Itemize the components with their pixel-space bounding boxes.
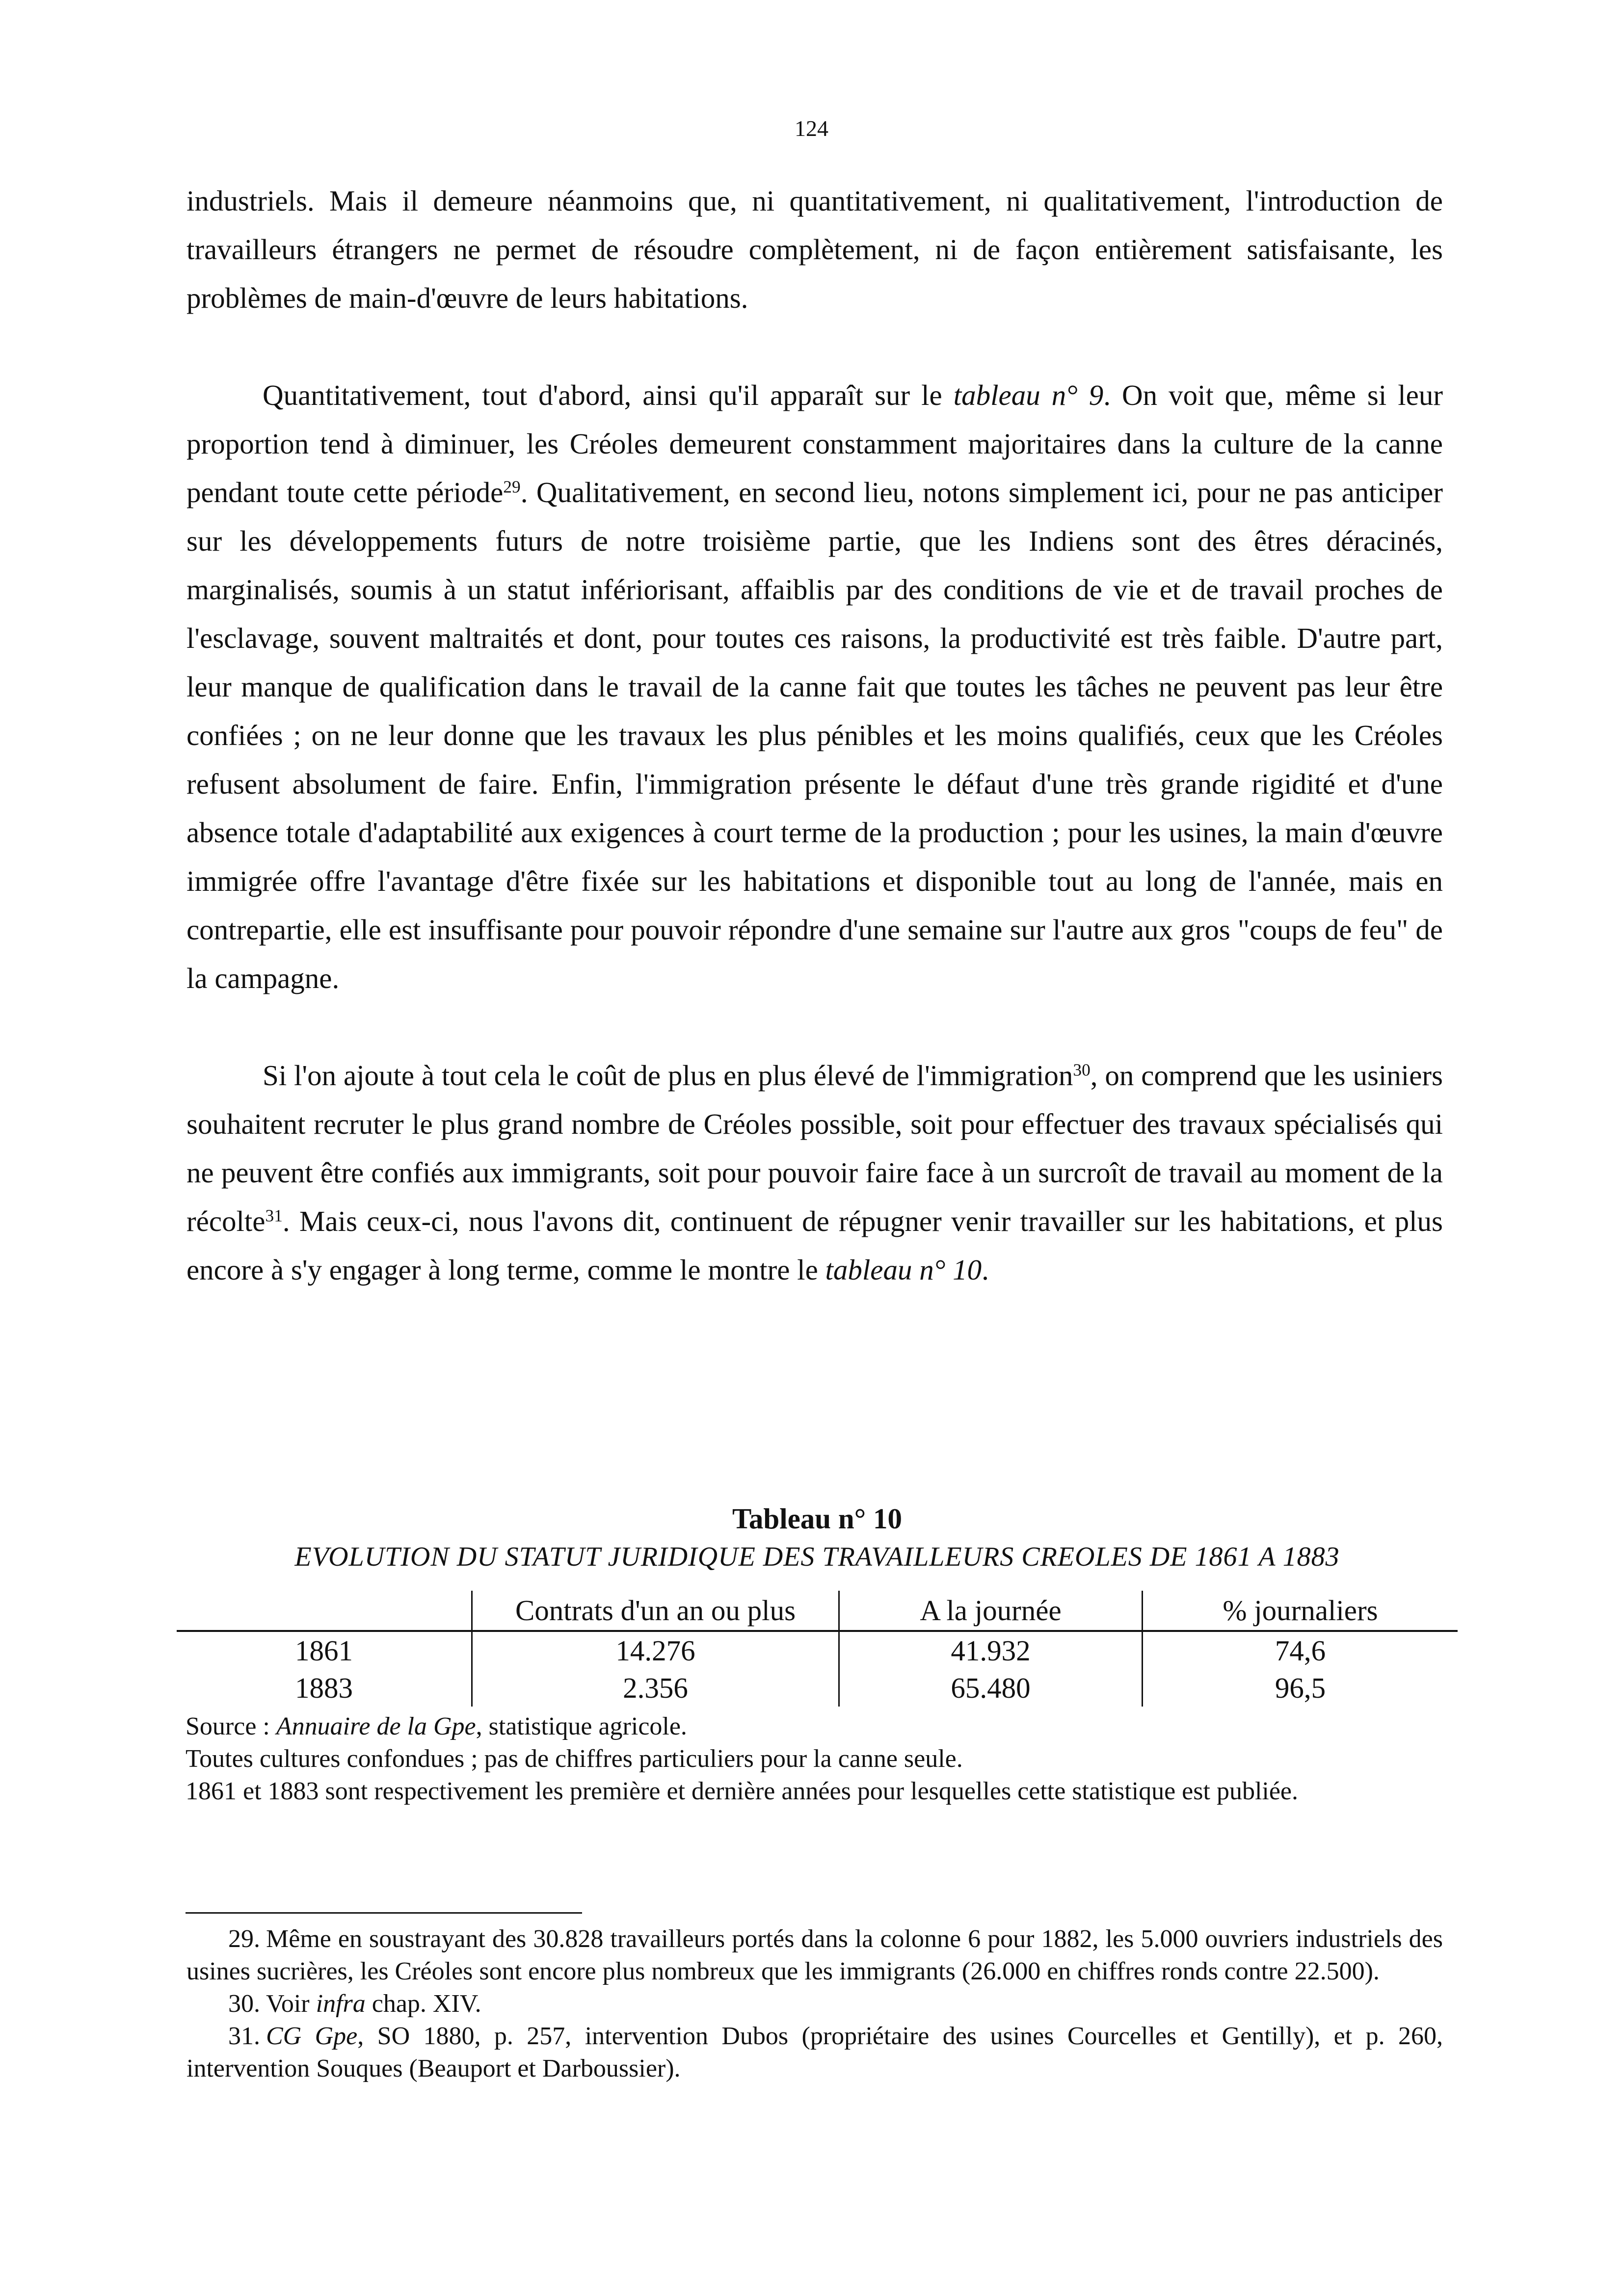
header-year <box>177 1591 472 1631</box>
footnote-ref-31: 31 <box>265 1205 283 1226</box>
paragraph-2-text-c: . On voit que, même si leur proportion tend à diminuer, les Créoles demeurent constamment majoritaires dans la culture de la canne pendant toute cette période <box>186 379 1443 508</box>
cell-contrats: 2.356 <box>472 1669 839 1707</box>
table-note-1: Toutes cultures confondues ; pas de chiffres particuliers pour la canne seule. <box>186 1745 963 1773</box>
table-9-reference: tableau n° 9 <box>953 379 1104 411</box>
table-row <box>177 1631 1458 1669</box>
footnote-ref-30: 30 <box>1073 1060 1091 1080</box>
paragraph-3 <box>186 1051 1443 1294</box>
paragraph-3-text-e: . Mais ceux-ci, nous l'avons dit, continuent de répugner venir travailler sur les habitations, et plus encore à s'y engager à long terme, comme le montre le <box>186 1205 1443 1286</box>
header-pct: % journaliers <box>1143 1591 1458 1631</box>
paragraph-2 <box>186 371 1443 1003</box>
table-10-reference: tableau n° 10 <box>825 1254 982 1286</box>
footnotes <box>186 1923 1443 2085</box>
cell-pct: 96,5 <box>1143 1669 1458 1707</box>
cell-pct: 74,6 <box>1143 1631 1458 1669</box>
footnote-number: 30. <box>228 1990 260 2018</box>
data-table <box>177 1591 1458 1707</box>
body-text <box>186 177 1443 1294</box>
table-header-row <box>177 1591 1458 1631</box>
paragraph-2-text-e: . Qualitativement, en second lieu, notons simplement ici, pour ne pas anticiper sur les développements futurs de notre troisième partie, que les Indiens sont des êtres déracinés, marginalisés, soumis à un statut infériorisant, affaiblis par des conditions de vie et de travail proches de l'esclavage, souvent maltraités et dont, pour toutes ces raisons, la productivité est très faible. D'autre part, leur manque de qualification dans le travail de la canne fait que toutes les tâches ne peuvent pas leur être confiées ; on ne leur donne que les travaux les plus pénibles et les moins qualifiés, ceux que les Créoles refusent absolument de faire. Enfin, l'immigration présente le défaut d'une très grande rigidité et d'une absence totale d'adaptabilité aux exigences à court terme de la production ; pour les usines, la main d'œuvre immigrée offre l'avantage d'être fixée sur les habitations et disponible tout au long de l'année, mais en contrepartie, elle est insuffisante pour pouvoir répondre d'une semaine sur l'autre aux gros "coups de feu" de la campagne. <box>186 476 1443 994</box>
footnote-text: , SO 1880, p. 257, intervention Dubos (propriétaire des usines Courcelles et Gentilly), et p. 260, intervention Souques (Beauport et Darboussier). <box>186 2022 1443 2082</box>
table-row <box>177 1669 1458 1707</box>
footnote-italic: infra <box>316 1990 366 2018</box>
paragraph-3-text-c: , on comprend que les usiniers souhaitent recruter le plus grand nombre de Créoles possible, soit pour effectuer des travaux spécialisés qui ne peuvent être confiés aux immigrants, soit pour pouvoir faire face à un surcroît de travail au moment de la récolte <box>186 1059 1443 1237</box>
footnote-separator <box>186 1912 582 1914</box>
cell-journee: 41.932 <box>839 1631 1143 1669</box>
table-source <box>186 1710 1458 1743</box>
footnote-text: Voir <box>266 1990 316 2018</box>
source-prefix: Source : <box>186 1712 276 1740</box>
table-notes <box>177 1710 1458 1808</box>
paragraph-3-text-g: . <box>982 1254 989 1286</box>
table-note-2: 1861 et 1883 sont respectivement les première et dernière années pour lesquelles cette statistique est publiée. <box>186 1777 1299 1805</box>
table-title: Tableau n° 10 <box>732 1502 903 1535</box>
footnote-29 <box>186 1923 1443 1988</box>
table-subtitle: EVOLUTION DU STATUT JURIDIQUE DES TRAVAILLEURS CREOLES DE 1861 A 1883 <box>294 1542 1340 1572</box>
footnote-text: chap. XIV. <box>365 1990 481 2018</box>
source-suffix: , statistique agricole. <box>476 1712 687 1740</box>
page-number: 124 <box>795 116 828 141</box>
footnote-italic: CG Gpe <box>266 2022 358 2050</box>
cell-contrats: 14.276 <box>472 1631 839 1669</box>
footnote-number: 29. <box>228 1925 260 1953</box>
footnote-ref-29: 29 <box>503 477 521 497</box>
cell-year: 1883 <box>295 1671 353 1704</box>
cell-year: 1861 <box>295 1634 353 1667</box>
footnote-number: 31. <box>228 2022 260 2050</box>
paragraph-1: industriels. Mais il demeure néanmoins que, ni quantitativement, ni qualitativement, l'introduction de travailleurs étrangers ne permet de résoudre complètement, ni de façon entièrement satisfaisante, les problèmes de main-d'œuvre de leurs habitations. <box>186 185 1443 314</box>
table-block <box>177 1499 1458 1808</box>
header-journee: A la journée <box>839 1591 1143 1631</box>
footnote-31 <box>186 2020 1443 2085</box>
footnote-text: Même en soustrayant des 30.828 travailleurs portés dans la colonne 6 pour 1882, les 5.000 ouvriers industriels des usines sucrières, les Créoles sont encore plus nombreux que les immigrants (26.000 en chiffres ronds contre 22.500). <box>186 1925 1443 1985</box>
cell-journee: 65.480 <box>839 1669 1143 1707</box>
header-contrats: Contrats d'un an ou plus <box>472 1591 839 1631</box>
source-title: Annuaire de la Gpe <box>276 1712 476 1740</box>
paragraph-3-text-a: Si l'on ajoute à tout cela le coût de plus en plus élevé de l'immigration <box>263 1059 1073 1092</box>
paragraph-2-text-a: Quantitativement, tout d'abord, ainsi qu'il apparaît sur le <box>263 379 954 411</box>
footnote-30 <box>186 1988 1443 2020</box>
